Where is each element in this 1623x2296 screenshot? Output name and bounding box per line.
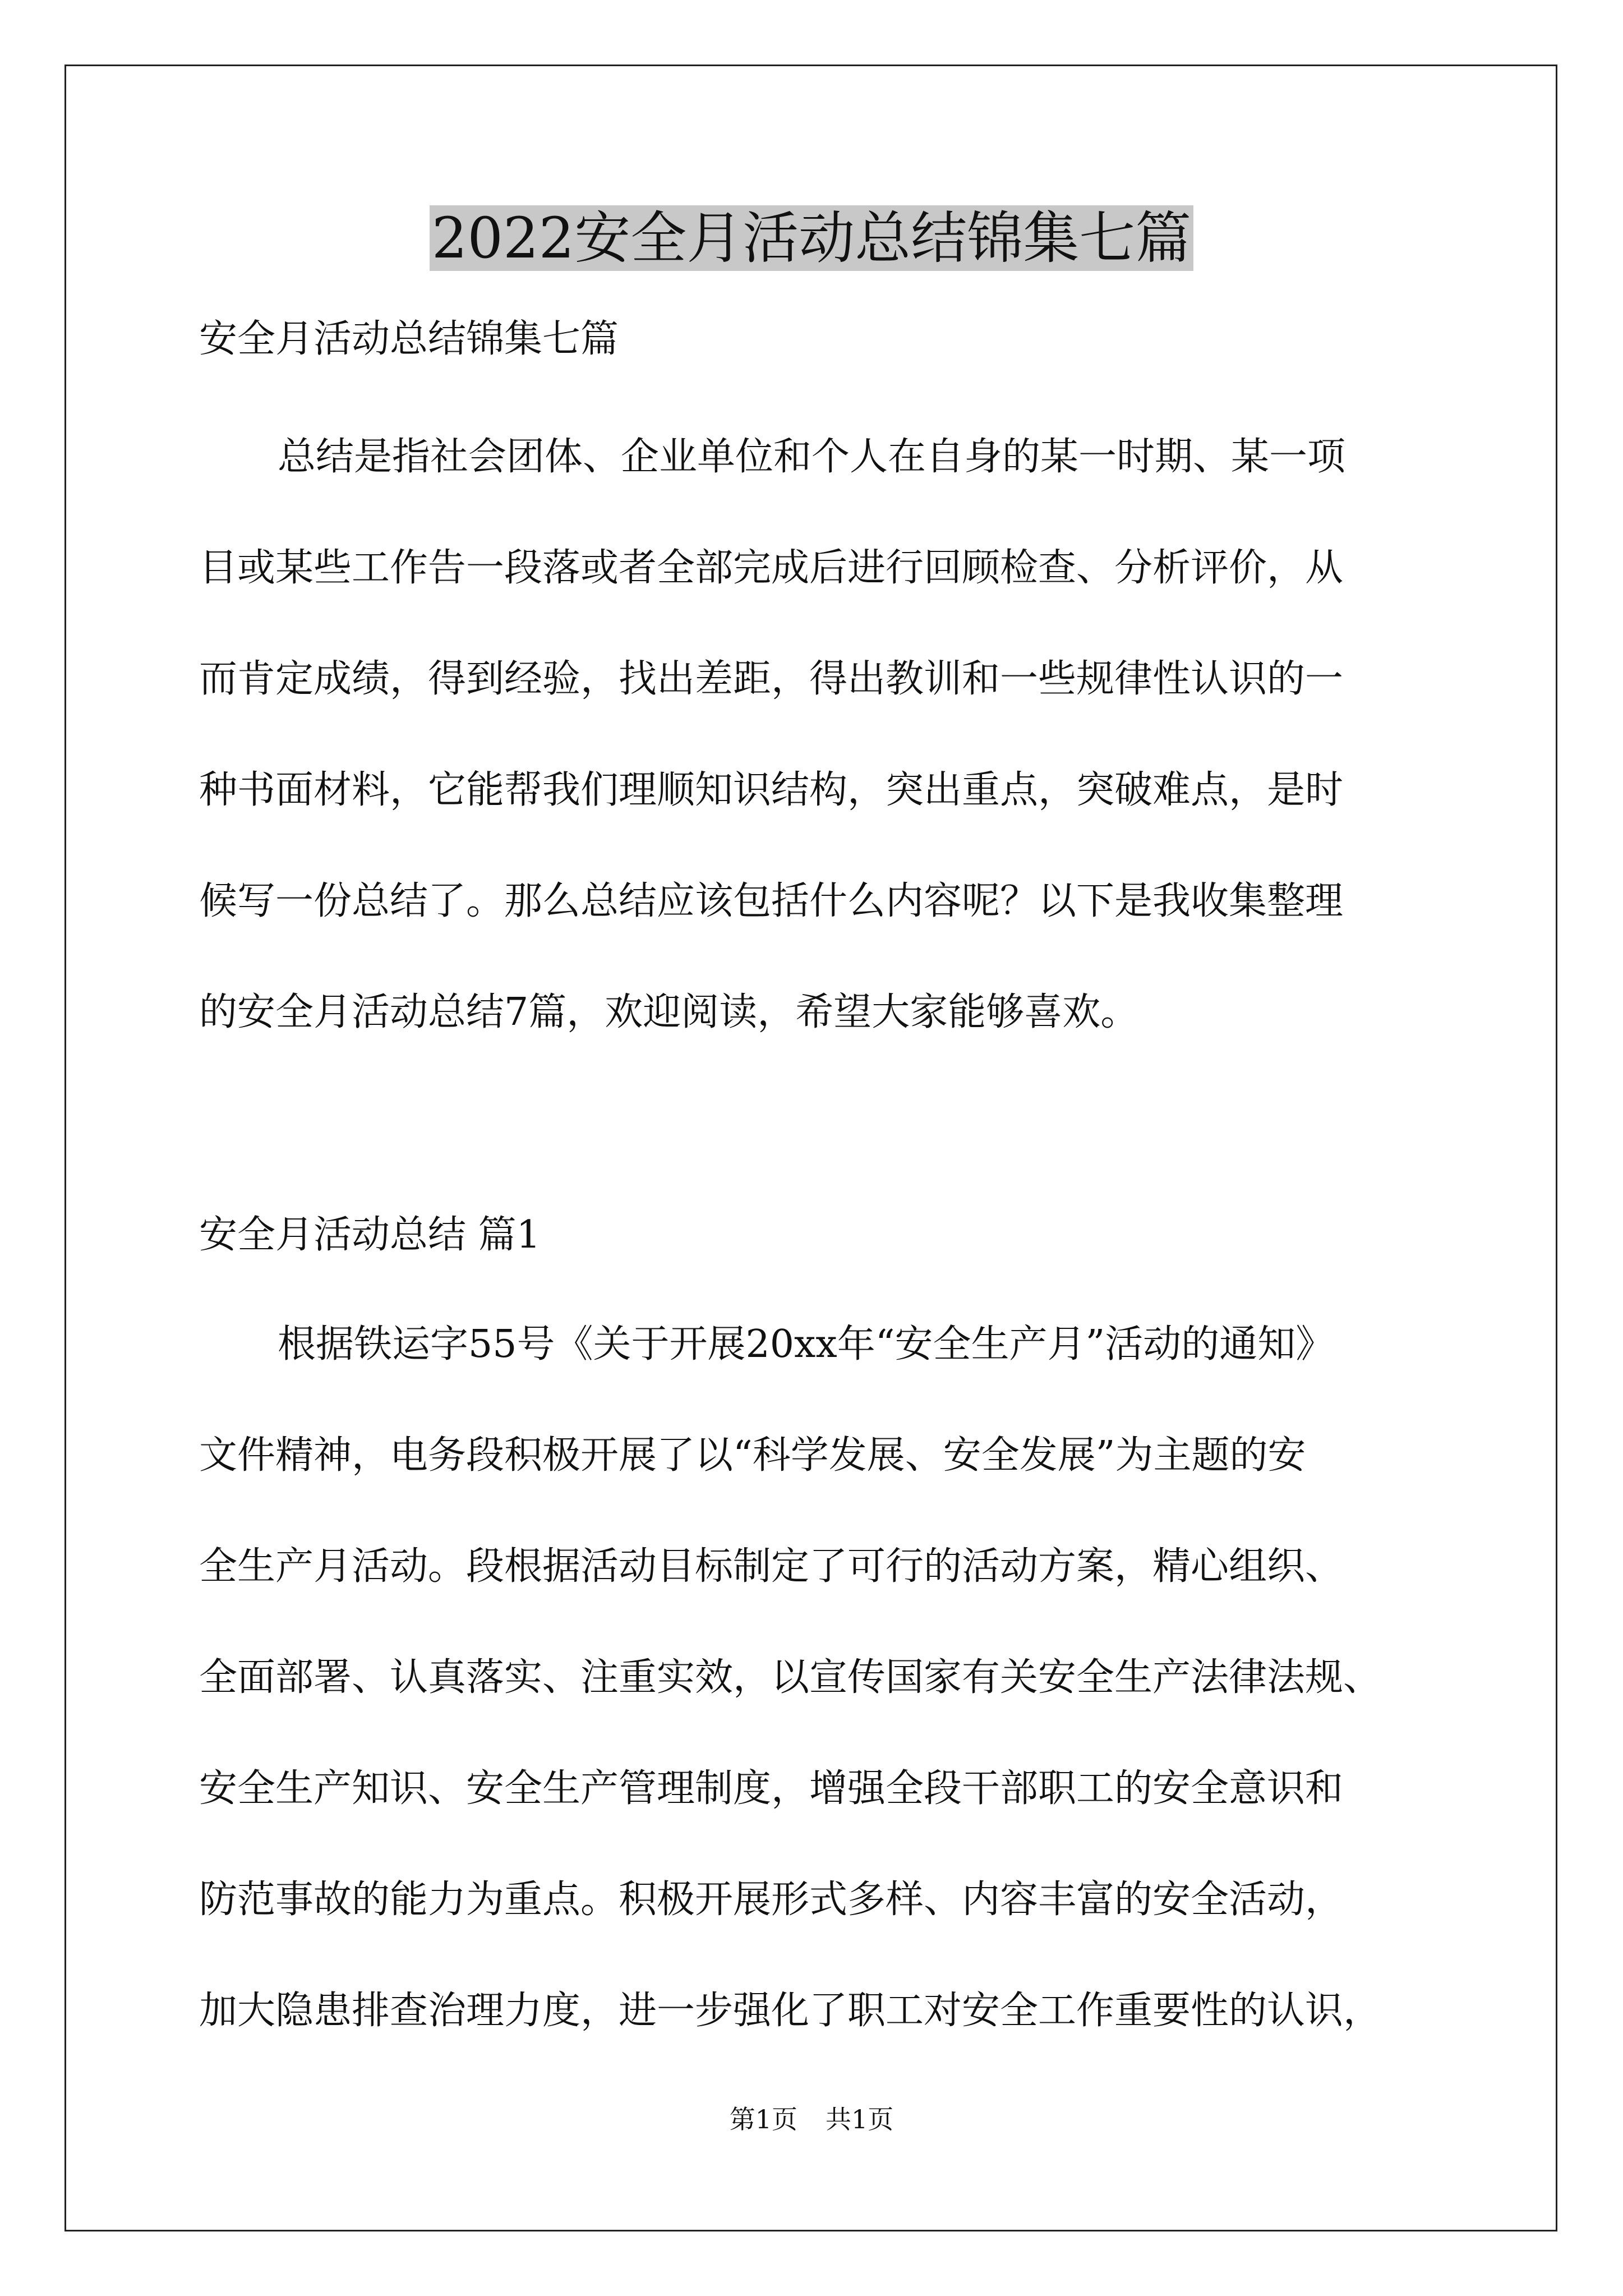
intro-line: 候写一份总结了。那么总结应该包括什么内容呢？以下是我收集整理: [199, 879, 1344, 923]
section-line: 全面部署、认真落实、注重实效，以宣传国家有关安全生产法律法规、: [199, 1655, 1382, 1700]
section-line: 防范事故的能力为重点。积极开展形式多样、内容丰富的安全活动，: [199, 1878, 1344, 1922]
intro-line: 种书面材料，它能帮我们理顺知识结构，突出重点，突破难点，是时: [199, 768, 1344, 812]
subtitle: 安全月活动总结锦集七篇: [199, 317, 619, 361]
page-footer: [0, 2102, 1623, 2136]
document-title: [0, 202, 1623, 275]
section-line: 安全生产知识、安全生产管理制度，增强全段干部职工的安全意识和: [199, 1766, 1344, 1811]
intro-line: 的安全月活动总结7篇，欢迎阅读，希望大家能够喜欢。: [199, 990, 1139, 1034]
section-line: 全生产月活动。段根据活动目标制定了可行的活动方案，精心组织、: [199, 1544, 1344, 1589]
intro-line: 而肯定成绩，得到经验，找出差距，得出教训和一些规律性认识的一: [199, 657, 1344, 701]
intro-line: 目或某些工作告一段落或者全部完成后进行回顾检查、分析评价，从: [199, 546, 1344, 590]
section-heading: 安全月活动总结 篇1: [199, 1213, 541, 1257]
document-title-text: 2022安全月活动总结锦集七篇: [430, 205, 1194, 271]
page-number: 第1页: [729, 2104, 797, 2134]
section-line: 根据铁运字55号《关于开展20xx年“安全生产月”活动的通知》: [278, 1322, 1334, 1366]
page-total: 共1页: [826, 2104, 894, 2134]
intro-line: 总结是指社会团体、企业单位和个人在自身的某一时期、某一项: [278, 435, 1346, 479]
section-line: 文件精神，电务段积极开展了以“科学发展、安全发展”为主题的安: [199, 1433, 1306, 1478]
section-line: 加大隐患排查治理力度，进一步强化了职工对安全工作重要性的认识，: [199, 1989, 1382, 2033]
